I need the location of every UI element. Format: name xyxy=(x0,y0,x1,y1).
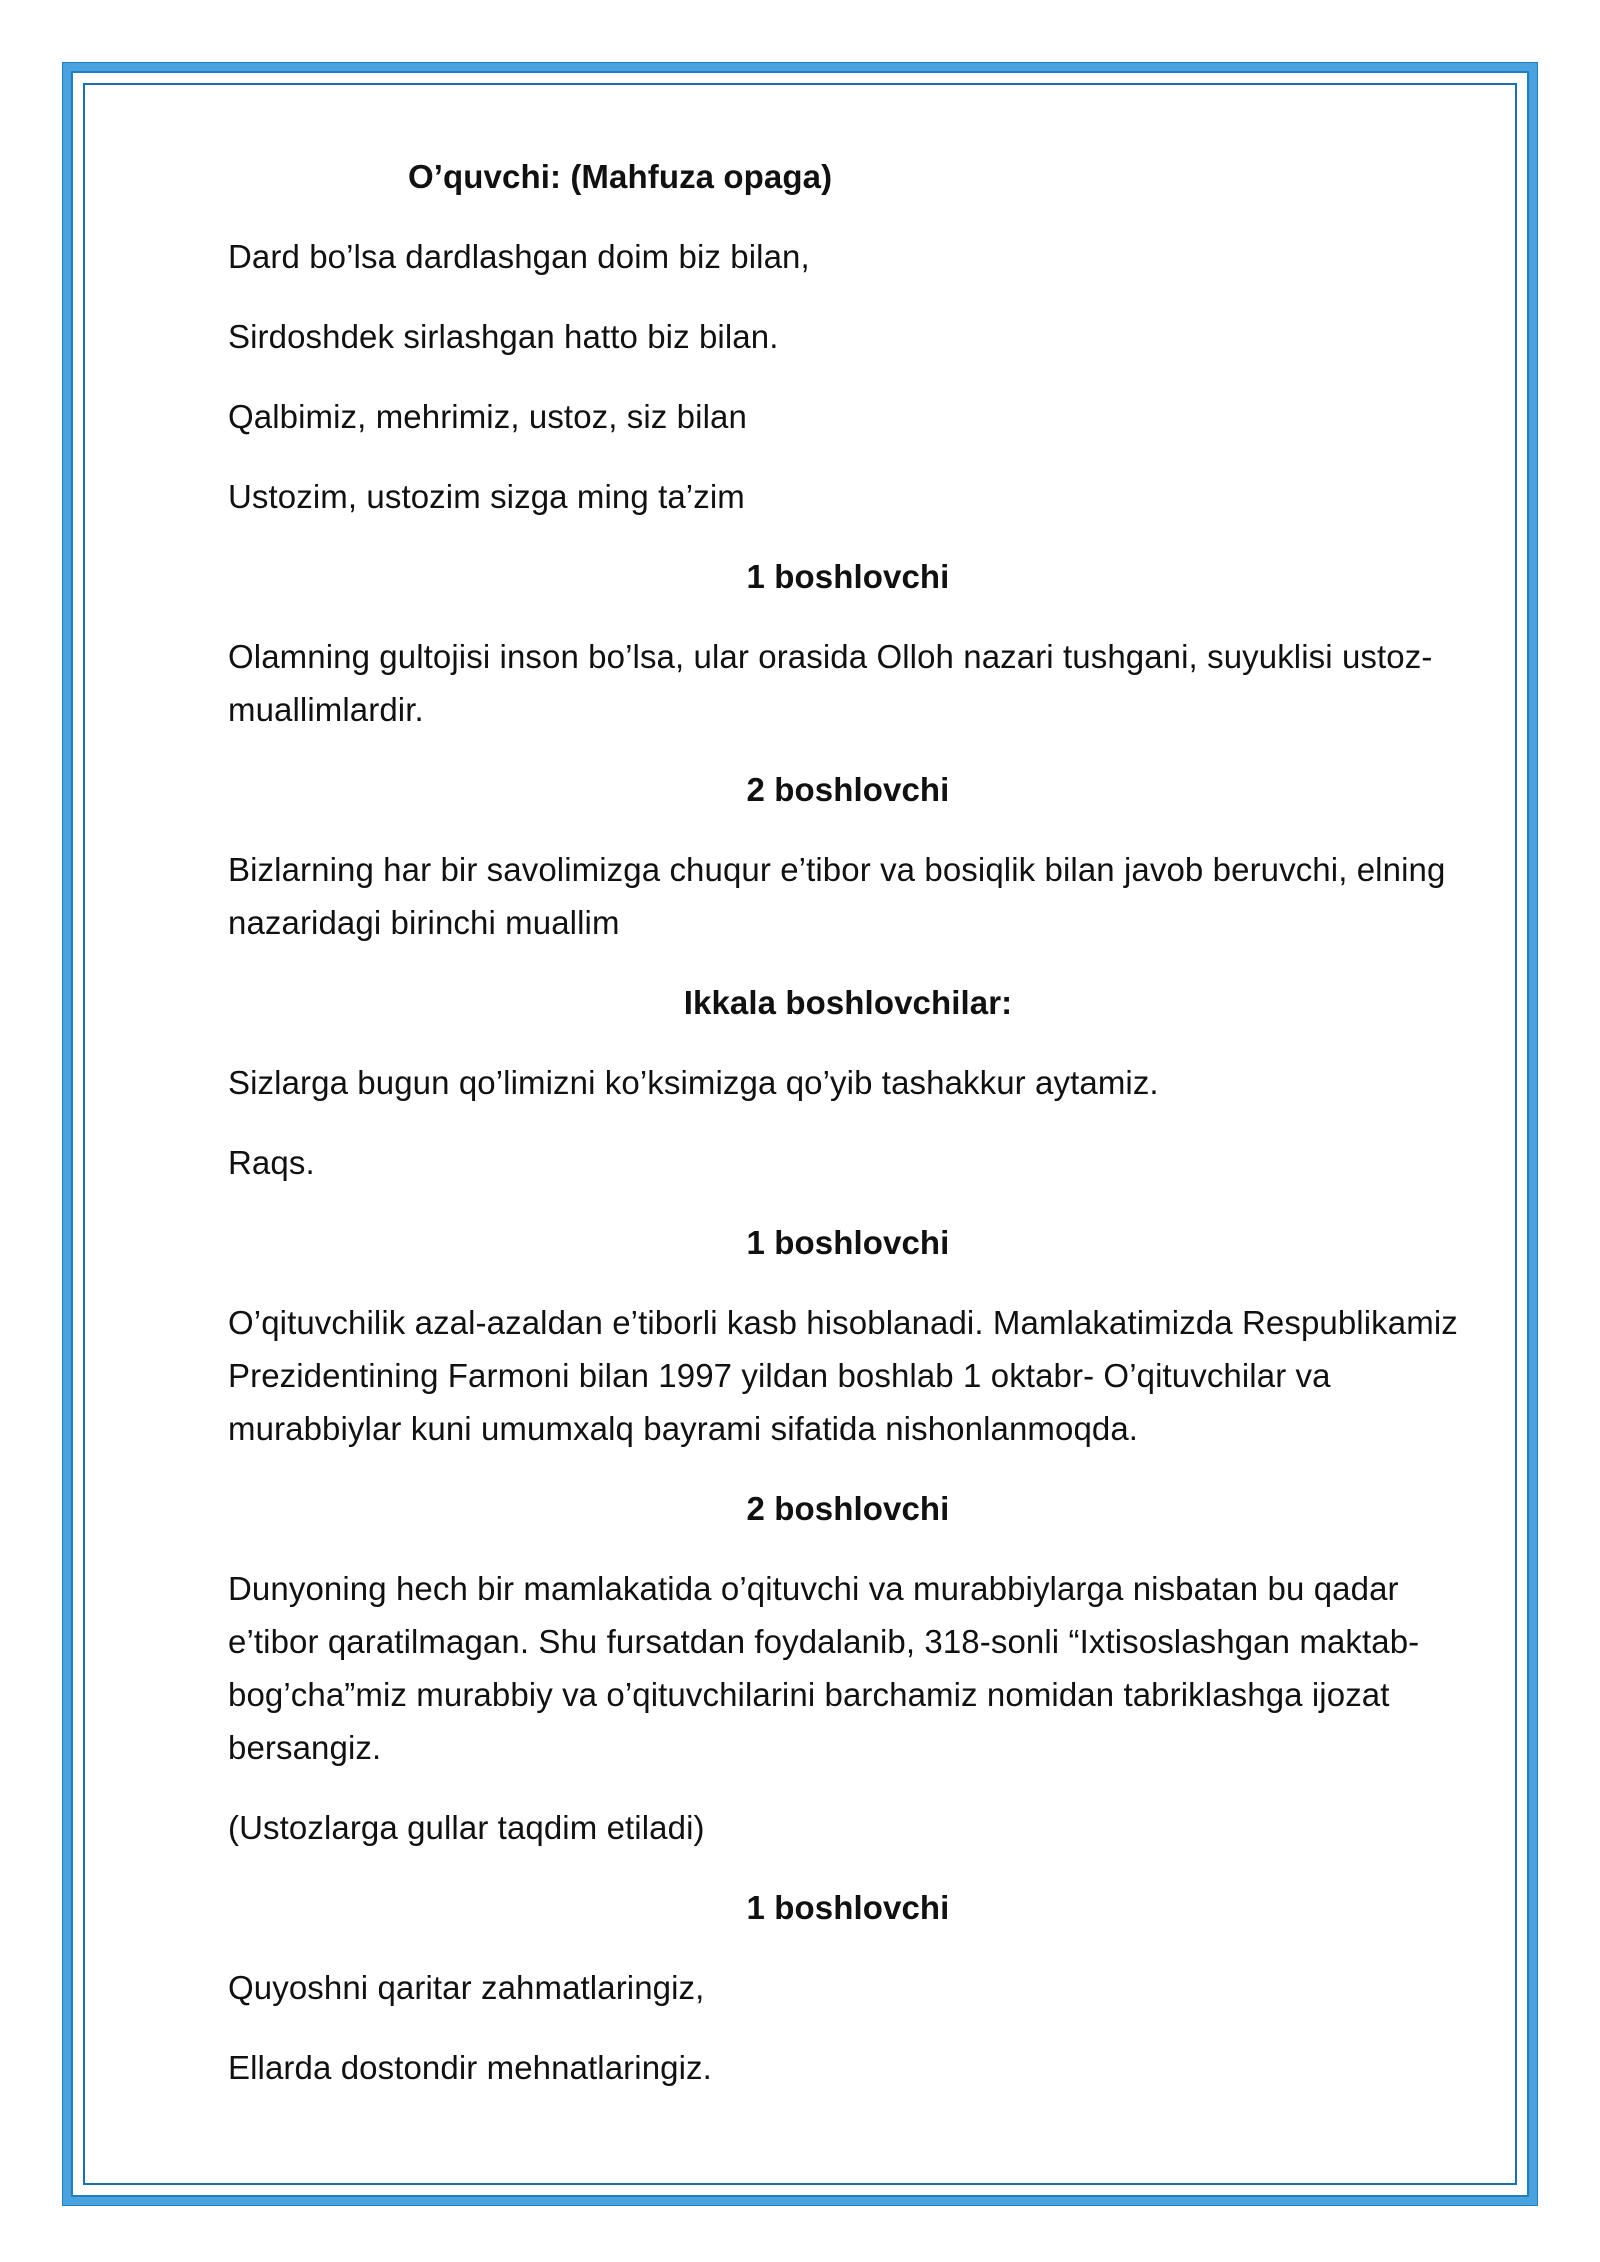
speaker-heading: 1 boshlovchi xyxy=(746,1224,950,1261)
paragraph: Sizlarga bugun qo’limizni ko’ksimizga qo’yib tashakkur aytamiz. xyxy=(228,1064,1159,1101)
paragraph: Olamning gultojisi inson bo’lsa, ular orasida Olloh nazari tushgani, suyuklisi ustoz-muallimlardir. xyxy=(228,638,1433,728)
paragraph: O’qituvchilik azal-azaldan e’tiborli kasb hisoblanadi. Mamlakatimizda Respublikamiz Prezidentining Farmoni bilan 1997 yildan boshlab 1 oktabr- O’qituvchilar va murabbiylar kuni umumxalq bayrami sifatida nishonlanmoqda. xyxy=(228,1304,1458,1447)
poem-line: Qalbimiz, mehrimiz, ustoz, siz bilan xyxy=(228,398,747,435)
speaker-heading: 2 boshlovchi xyxy=(746,1490,950,1527)
paragraph: Raqs. xyxy=(228,1144,315,1181)
speaker-heading: 2 boshlovchi xyxy=(746,771,950,808)
speaker-heading: 1 boshlovchi xyxy=(746,558,950,595)
poem-line: Dard bo’lsa dardlashgan doim biz bilan, xyxy=(228,238,810,275)
poem-line: Sirdoshdek sirlashgan hatto biz bilan. xyxy=(228,318,779,355)
document-body xyxy=(228,150,1468,2121)
stage-direction: (Ustozlarga gullar taqdim etiladi) xyxy=(228,1809,705,1846)
paragraph: Bizlarning har bir savolimizga chuqur e’tibor va bosiqlik bilan javob beruvchi, elning nazaridagi birinchi muallim xyxy=(228,851,1446,941)
speaker-heading: 1 boshlovchi xyxy=(746,1889,950,1926)
paragraph: Dunyoning hech bir mamlakatida o’qituvchi va murabbiylarga nisbatan bu qadar e’tibor qaratilmagan. Shu fursatdan foydalanib, 318-sonli “Ixtisoslashgan maktab-bog’cha”miz murabbiy va o’qituvchilarini barchamiz nomidan tabriklashga ijozat bersangiz. xyxy=(228,1570,1420,1766)
poem-line: Ellarda dostondir mehnatlaringiz. xyxy=(228,2049,712,2086)
speaker-heading: Ikkala boshlovchilar: xyxy=(683,984,1013,1021)
speaker-heading-student: O’quvchi: (Mahfuza opaga) xyxy=(408,158,833,195)
poem-line: Ustozim, ustozim sizga ming ta’zim xyxy=(228,478,745,515)
poem-line: Quyoshni qaritar zahmatlaringiz, xyxy=(228,1969,705,2006)
